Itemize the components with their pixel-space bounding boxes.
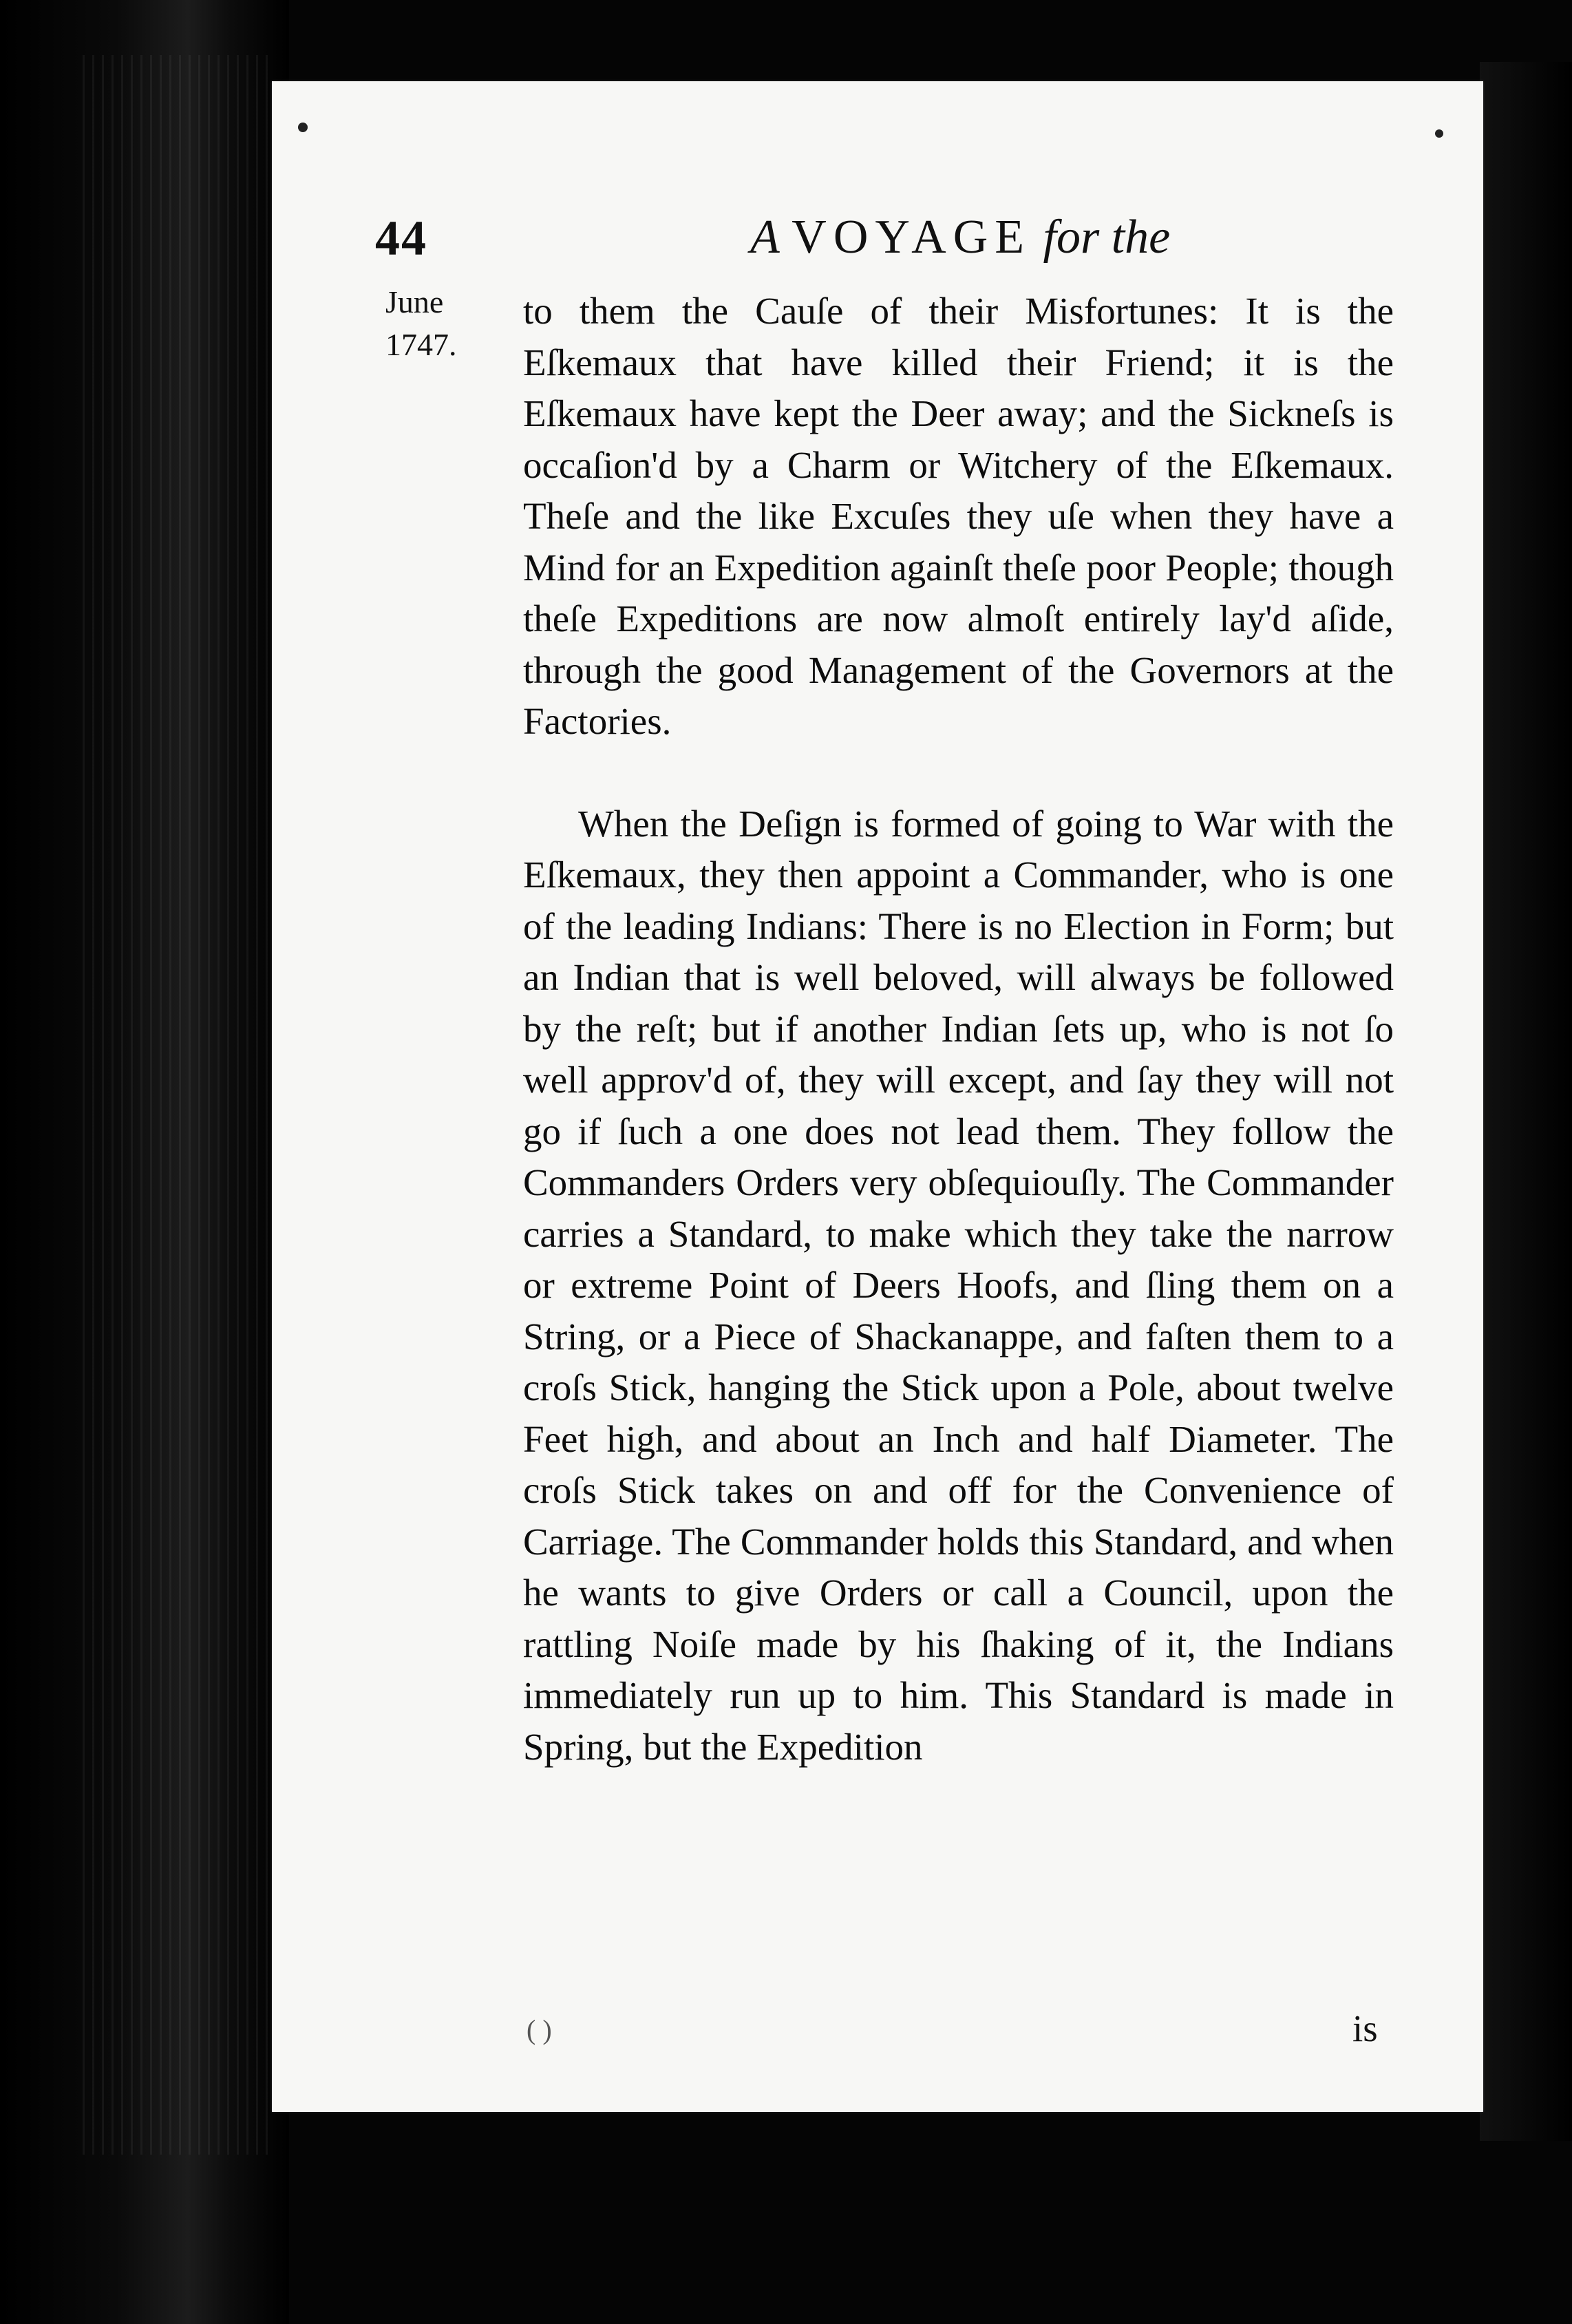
margin-date-note — [385, 281, 475, 366]
running-title — [750, 210, 1170, 265]
running-title-article: A — [750, 211, 780, 264]
running-title-tail: for the — [1043, 211, 1171, 264]
paragraph-1: to them the Cauſe of their Misfortunes: It is the Eſkemaux that have killed their Friend; it is the Eſkemaux have kept the Deer away; and the Sickneſs is occaſion'd by a Charm or Witchery of the Eſkemaux. Theſe and the like Excuſes they uſe when they have a Mind for an Expedition againſt theſe poor People; though theſe Expeditions are now almoſt entirely lay'd aſide, through the good Management of the Governors at the Factories. — [523, 290, 1394, 742]
margin-year: 1747. — [385, 327, 457, 362]
running-title-word: VOYAGE — [792, 211, 1032, 264]
page-edges — [83, 55, 275, 2155]
paragraph-2: When the Deſign is formed of going to War with the Eſkemaux, they then appoint a Commander, who is one of the leading Indians: There is no Election in Form; but an Indian that is well beloved, will always be followed by the reſt; but if another Indian ſets up, who is not ſo well approv'd of, they will except, and ſay they will not go if ſuch a one does not lead them. They follow the Commanders Orders very obſequiouſly. The Commander carries a Standard, to make which they take the narrow or extreme Point of Deers Hoofs, and ſling them on a String, or a Piece of Shackanappe, and faſten them to a croſs Stick, hanging the Stick upon a Pole, about twelve Feet high, and about an Inch and half Diameter. The croſs Stick takes on and off for the Convenience of Carriage. The Commander holds this Standard, and when he wants to give Orders or call a Council, upon the rattling Noiſe made by his ſhaking of it, the Indians immediately run up to him. This Standard is made in Spring, but the Expedition — [523, 802, 1394, 1768]
page-number: 44 — [375, 211, 427, 266]
ink-spot — [298, 123, 308, 132]
ink-spot — [1435, 129, 1443, 138]
running-header — [375, 210, 1408, 286]
body-text — [523, 286, 1394, 1773]
margin-month: June — [385, 284, 444, 319]
signature-mark: ( ) — [527, 2014, 552, 2045]
right-page-edge — [1480, 62, 1572, 2141]
catchword: is — [1352, 2007, 1378, 2049]
